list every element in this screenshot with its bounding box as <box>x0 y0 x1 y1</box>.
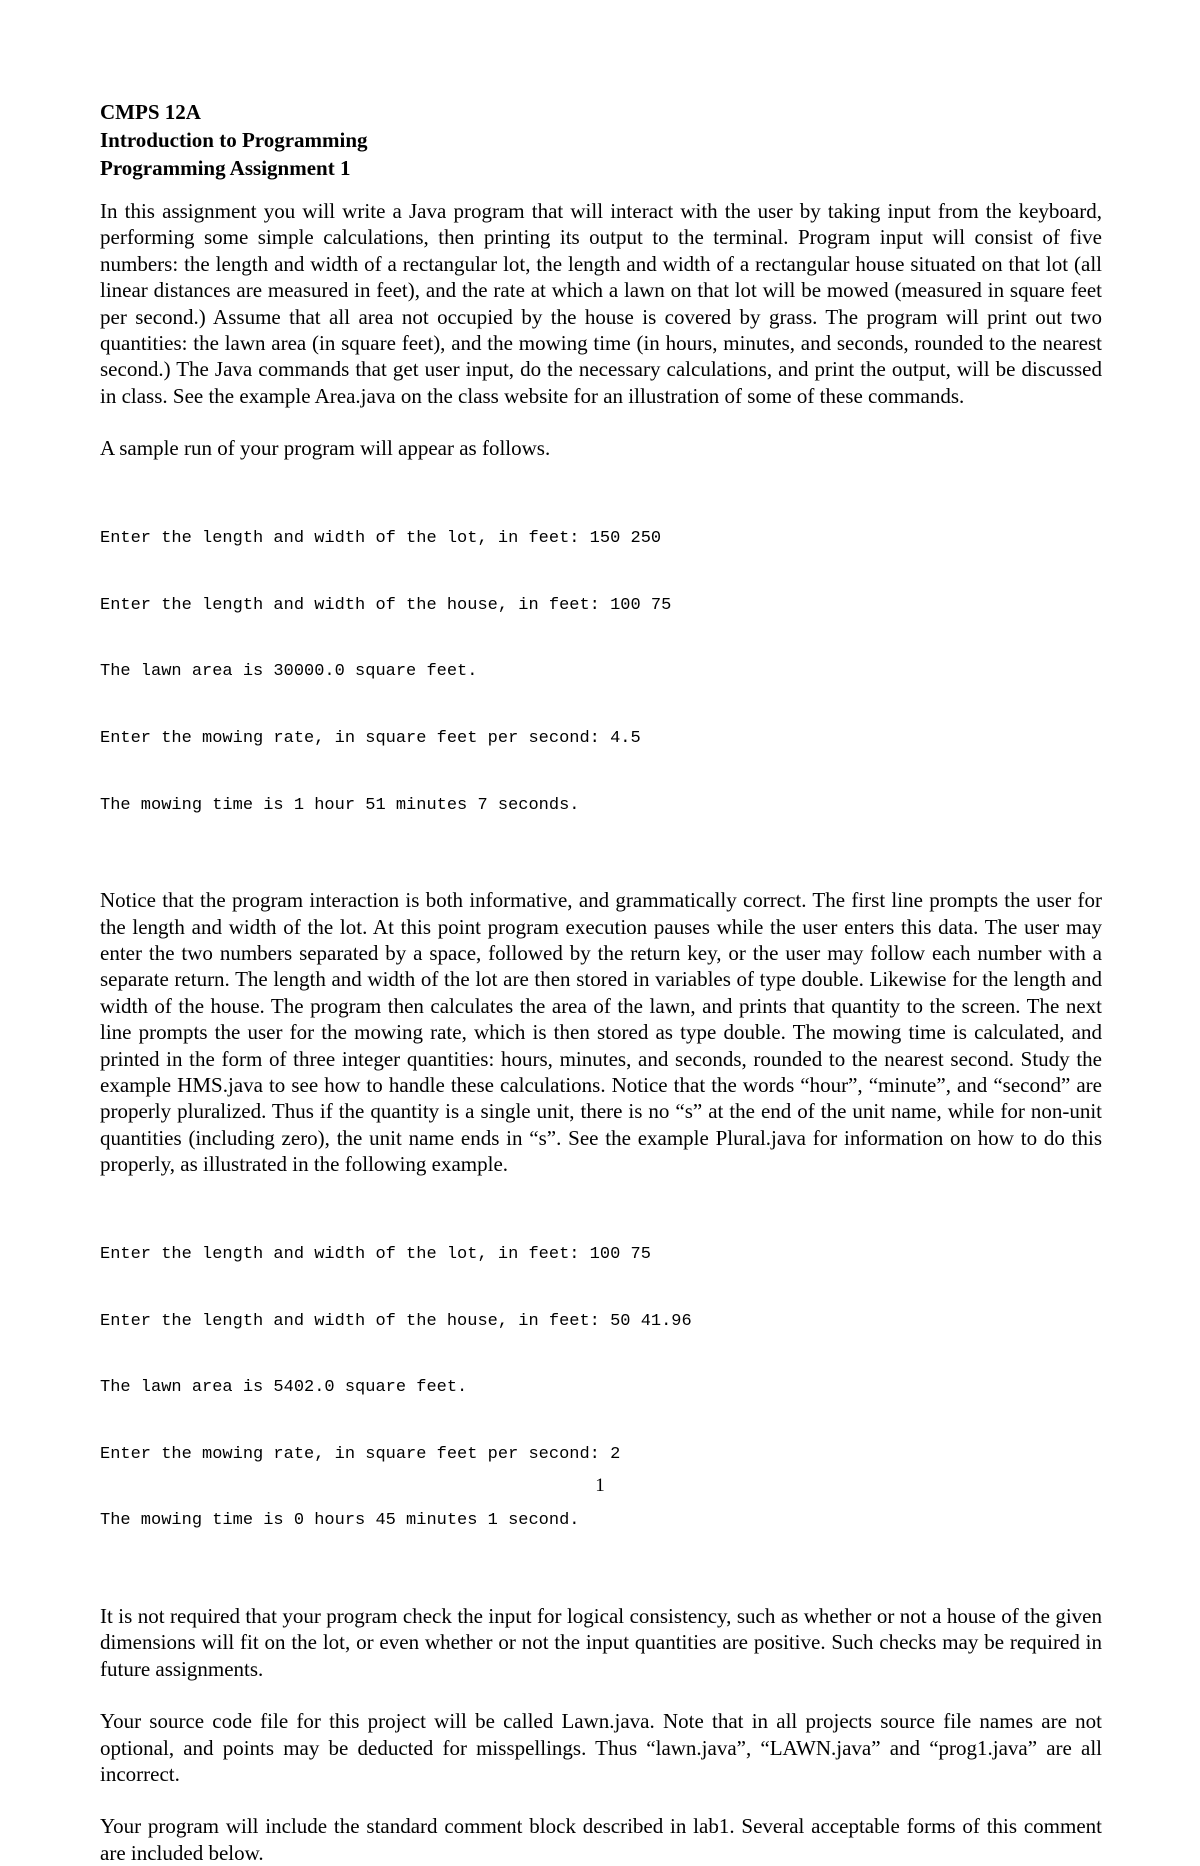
code-line: Enter the length and width of the house, in feet: 50 41.96 <box>100 1311 692 1331</box>
code-line: The lawn area is 5402.0 square feet. <box>100 1378 468 1398</box>
course-code: CMPS 12A <box>100 100 201 124</box>
course-title: Introduction to Programming <box>100 128 368 152</box>
code-line: Enter the mowing rate, in square feet per second: 2 <box>100 1444 621 1464</box>
comment-block-paragraph: Your program will include the standard comment block described in lab1. Several acceptable forms of this comment are included below. <box>100 1814 1102 1865</box>
consistency-paragraph: It is not required that your program check the input for logical consistency, such as whether or not a house of the given dimensions will fit on the lot, or even whether or not the input quantities are positive. Such checks may be required in future assignments. <box>100 1604 1102 1681</box>
sample-run-1 <box>100 484 1102 861</box>
code-line: Enter the length and width of the house, in feet: 100 75 <box>100 595 672 615</box>
filename-paragraph: Your source code file for this project will be called Lawn.java. Note that in all projects source file names are not optional, and points may be deducted for misspellings. Thus “lawn.java”, “LAWN.java” and “prog1.java” are all incorrect. <box>100 1709 1102 1787</box>
page-number: 1 <box>595 1475 605 1496</box>
intro-paragraph: In this assignment you will write a Java program that will interact with the user by taking input from the keyboard, performing some simple calculations, then printing its output to the terminal. Program input will consist of five numbers: the length and width of a rectangular lot, the length and width of a rectangular house situated on that lot (all linear distances are measured in feet), and the rate at which a lawn on that lot will be mowed (measured in square feet per second.) Assume that all area not occupied by the house is covered by grass. The program will print out two quantities: the lawn area (in square feet), and the mowing time (in hours, minutes, and seconds, rounded to the nearest second.) The Java commands that get user input, do the necessary calculations, and print the output, will be discussed in class. See the example Area.java on the class website for an illustration of some of these commands. <box>100 199 1102 408</box>
code-line: The mowing time is 1 hour 51 minutes 7 seconds. <box>100 795 580 815</box>
code-line: Enter the length and width of the lot, in feet: 150 250 <box>100 529 662 549</box>
assignment-title: Programming Assignment 1 <box>100 156 351 180</box>
notice-paragraph: Notice that the program interaction is both informative, and grammatically correct. The first line prompts the user for the length and width of the lot. At this point program execution pauses while the user enters this data. The user may enter the two numbers separated by a space, followed by the return key, or the user may follow each number with a separate return. The length and width of the lot are then stored in variables of type double. Likewise for the length and width of the house. The program then calculates the area of the lawn, and prints that quantity to the screen. The next line prompts the user for the mowing rate, which is then stored as type double. The mowing time is calculated, and printed in the form of three integer quantities: hours, minutes, and seconds, rounded to the nearest second. Study the example HMS.java to see how to handle these calculations. Notice that the words “hour”, “minute”, and “second” are properly pluralized. Thus if the quantity is a single unit, there is no “s” at the end of the unit name, while for non-unit quantities (including zero), the unit name ends in “s”. See the example Plural.java for information on how to do this properly, as illustrated in the following example. <box>100 888 1102 1177</box>
sample-intro-paragraph: A sample run of your program will appear as follows. <box>100 436 551 461</box>
sample-run-2 <box>100 1200 1102 1577</box>
code-line: The mowing time is 0 hours 45 minutes 1 second. <box>100 1511 580 1531</box>
code-line: Enter the length and width of the lot, in feet: 100 75 <box>100 1244 651 1264</box>
code-line: Enter the mowing rate, in square feet per second: 4.5 <box>100 728 641 748</box>
document-page <box>100 98 1102 1866</box>
code-line: The lawn area is 30000.0 square feet. <box>100 662 478 682</box>
